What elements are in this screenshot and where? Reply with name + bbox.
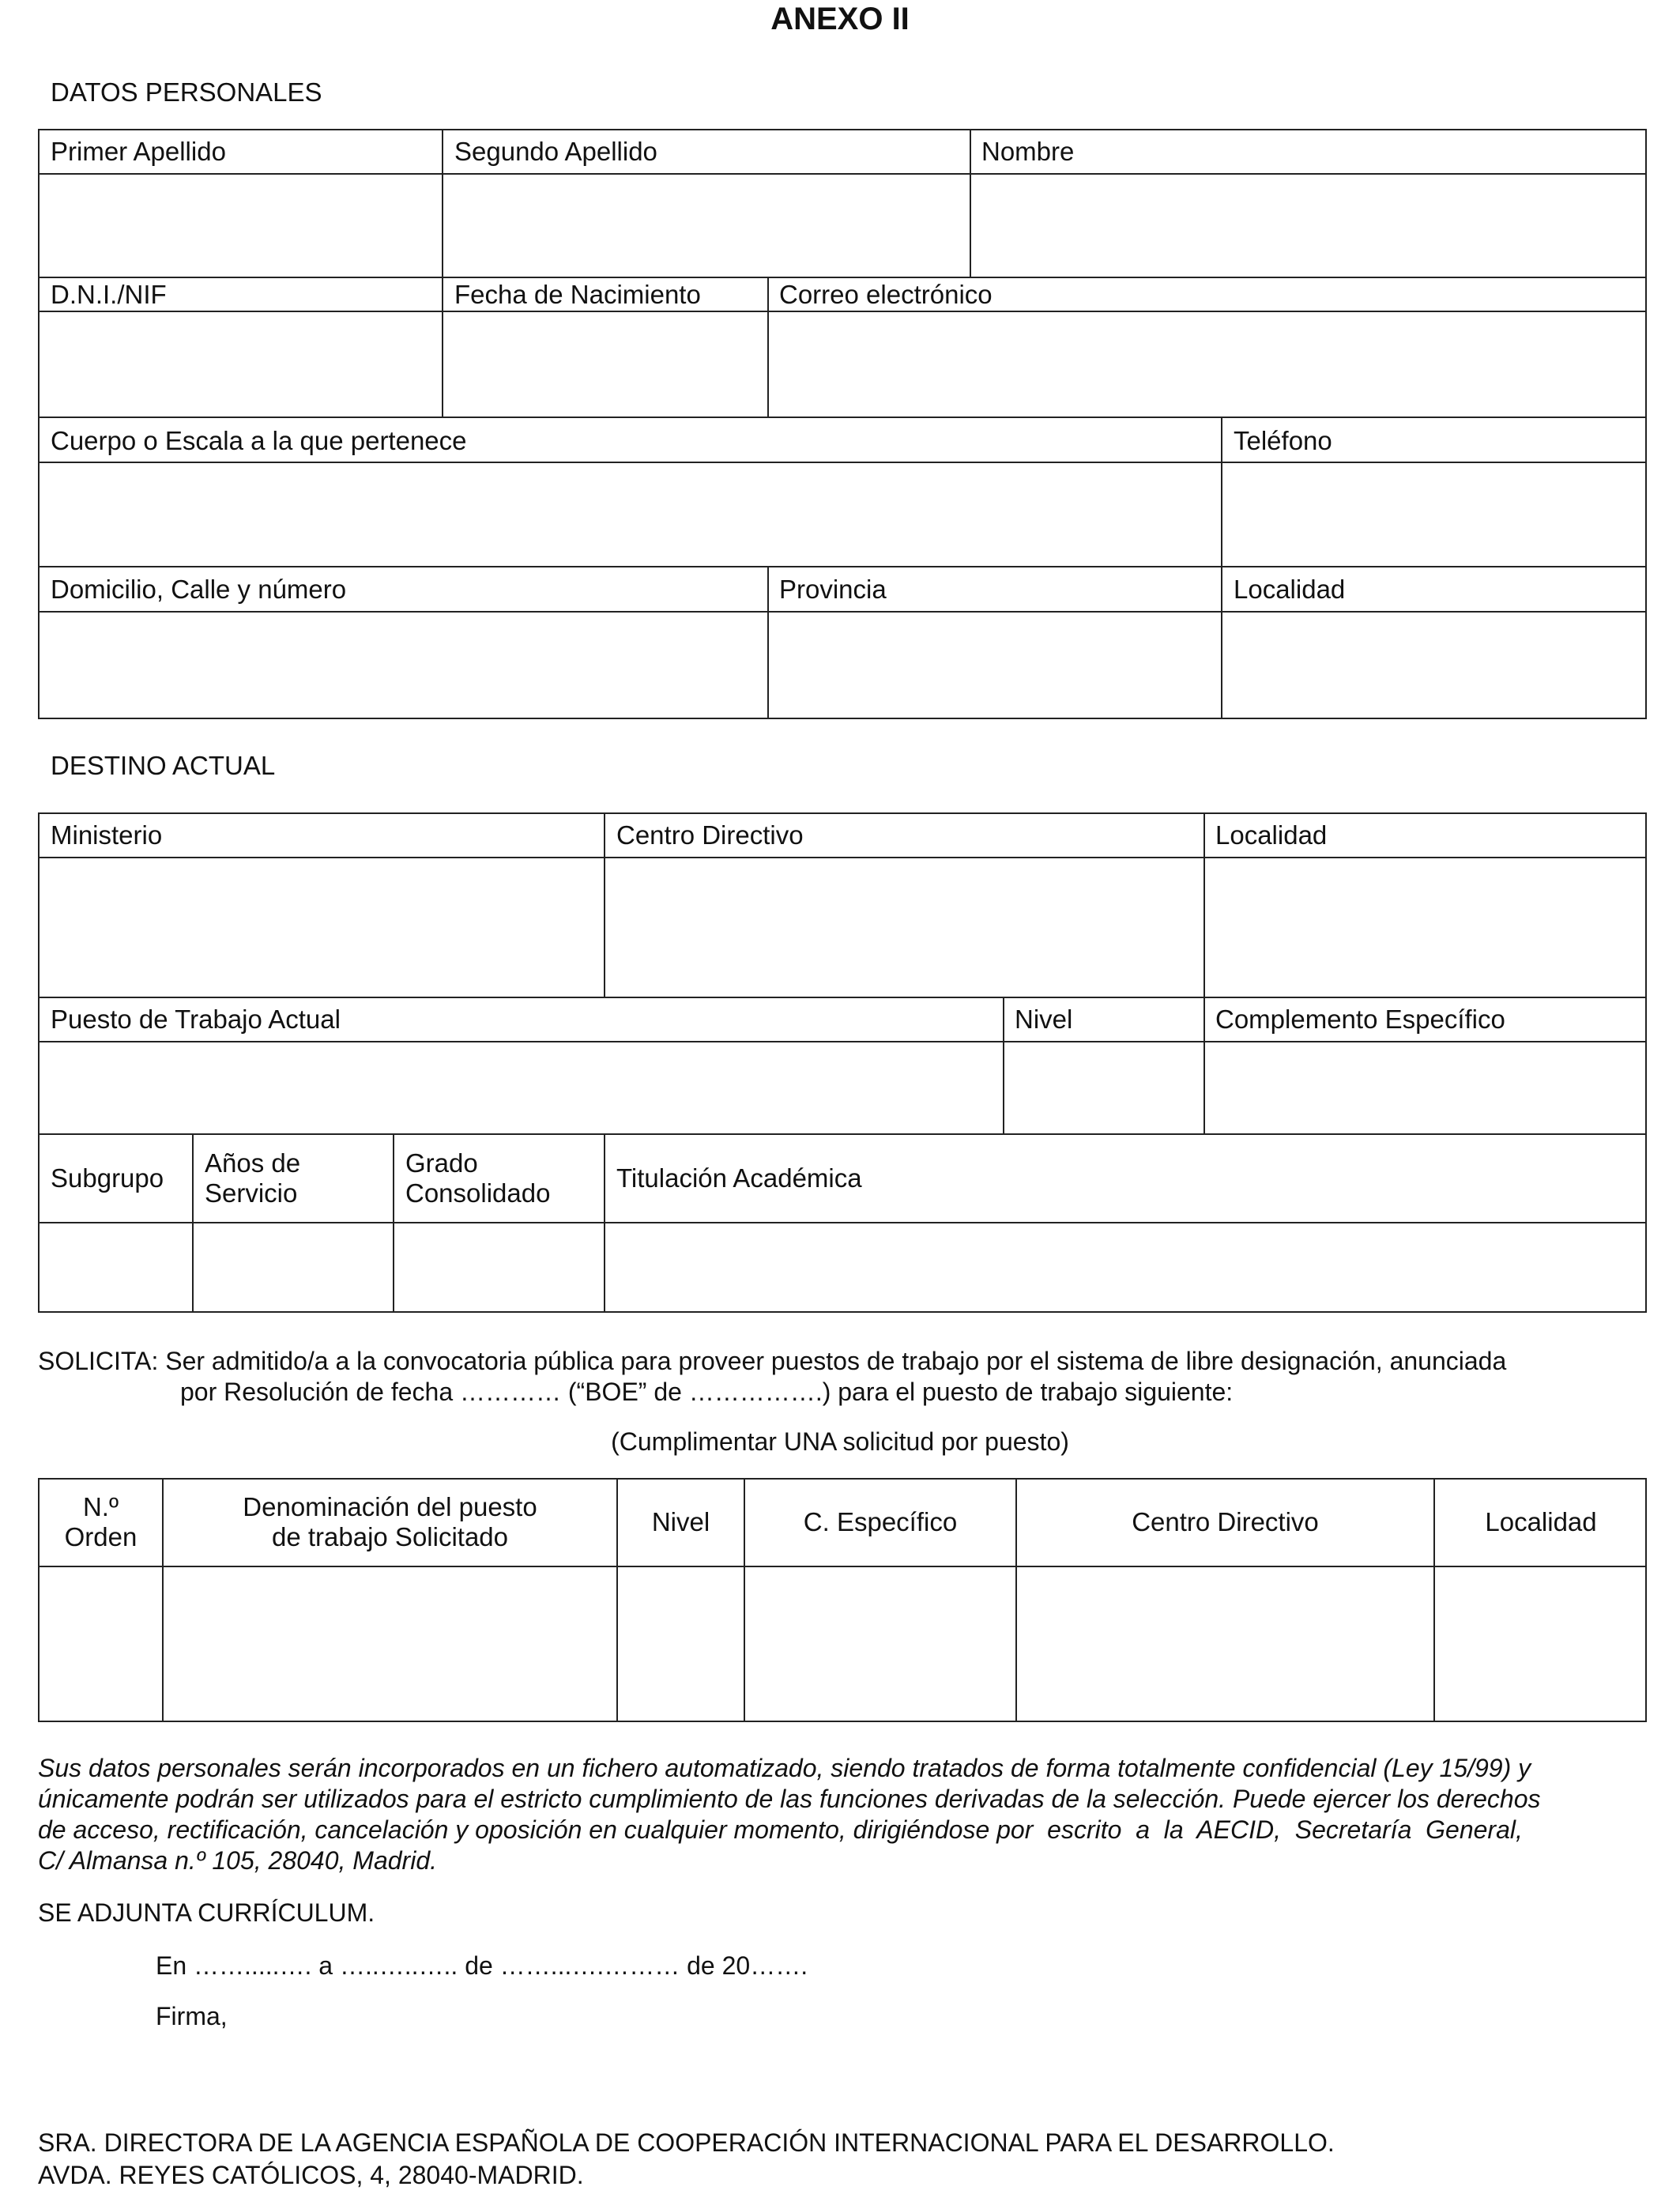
c-especifico-header: C. Específico [803, 1507, 958, 1536]
subgrupo-field[interactable] [40, 1223, 190, 1311]
solicita-text: SOLICITA: Ser admitido/a a la convocatoria pública para proveer puestos de trabajo por el sistema de libre designación, anunciada [38, 1347, 1507, 1375]
destino-actual-heading: DESTINO ACTUAL [51, 751, 276, 780]
segundo-apellido-label: Segundo Apellido [454, 137, 657, 166]
grado-consolidado-label: Grado Consolidado [405, 1148, 551, 1208]
localidad-label: Localidad [1234, 575, 1346, 604]
footer-line1: SRA. DIRECTORA DE LA AGENCIA ESPAÑOLA DE COOPERACIÓN INTERNACIONAL PARA EL DESARROLLO. [38, 2128, 1335, 2157]
nombre-field[interactable] [971, 175, 1645, 275]
destino-localidad-field[interactable] [1205, 858, 1645, 995]
adjunta-curriculum: SE ADJUNTA CURRÍCULUM. [38, 1898, 375, 1927]
dni-field[interactable] [40, 312, 440, 415]
ministerio-label: Ministerio [51, 820, 163, 850]
centro-directivo-label: Centro Directivo [616, 820, 804, 850]
dni-label: D.N.I./NIF [51, 280, 167, 309]
puesto-actual-label: Puesto de Trabajo Actual [51, 1005, 341, 1034]
correo-label: Correo electrónico [779, 280, 993, 309]
titulacion-label: Titulación Académica [616, 1163, 862, 1193]
datos-personales-heading: DATOS PERSONALES [51, 77, 322, 107]
primer-apellido-field[interactable] [40, 175, 440, 275]
ministerio-field[interactable] [40, 858, 602, 995]
grado-consolidado-field[interactable] [394, 1223, 602, 1311]
destino-localidad-label: Localidad [1215, 820, 1328, 850]
complemento-label: Complemento Específico [1215, 1005, 1505, 1034]
telefono-label: Teléfono [1234, 426, 1332, 455]
orden-field[interactable] [40, 1567, 160, 1721]
centro-directivo-header: Centro Directivo [1132, 1507, 1319, 1536]
segundo-apellido-field[interactable] [443, 175, 968, 275]
nivel-solicitado-field[interactable] [618, 1567, 742, 1721]
provincia-field[interactable] [769, 613, 1219, 718]
anos-servicio-field[interactable] [194, 1223, 391, 1311]
domicilio-field[interactable] [40, 613, 766, 718]
cuerpo-field[interactable] [40, 463, 1219, 564]
centro-directivo-solicitado-field[interactable] [1017, 1567, 1432, 1721]
anos-servicio-label: Años de Servicio [205, 1148, 301, 1208]
domicilio-label: Domicilio, Calle y número [51, 575, 347, 604]
provincia-label: Provincia [779, 575, 887, 604]
page-title: ANEXO II [770, 2, 910, 36]
firma-field[interactable] [237, 2000, 948, 2094]
localidad-field[interactable] [1222, 613, 1645, 718]
subgrupo-label: Subgrupo [51, 1163, 164, 1193]
puesto-actual-field[interactable] [40, 1042, 1001, 1132]
c-especifico-field[interactable] [745, 1567, 1014, 1721]
footer-line2: AVDA. REYES CATÓLICOS, 4, 28040-MADRID. [38, 2161, 584, 2189]
fecha-nacimiento-label: Fecha de Nacimiento [454, 280, 701, 309]
fecha-line: En …….....…. a …..…..….. de ……...….……… de 20……. [156, 1951, 808, 1980]
denominacion-field[interactable] [164, 1567, 615, 1721]
solicita-note: (Cumplimentar UNA solicitud por puesto) [611, 1427, 1069, 1456]
primer-apellido-label: Primer Apellido [51, 137, 226, 166]
telefono-field[interactable] [1222, 463, 1645, 564]
complemento-field[interactable] [1205, 1042, 1645, 1132]
cuerpo-label: Cuerpo o Escala a la que pertenece [51, 426, 467, 455]
nivel-label: Nivel [1015, 1005, 1073, 1034]
firma-label: Firma, [156, 2002, 228, 2030]
nombre-label: Nombre [981, 137, 1075, 166]
correo-field[interactable] [769, 312, 1645, 415]
localidad-header: Localidad [1485, 1507, 1597, 1536]
titulacion-field[interactable] [605, 1223, 1645, 1311]
nivel-field[interactable] [1004, 1042, 1202, 1132]
nivel-header: Nivel [651, 1507, 710, 1536]
centro-directivo-field[interactable] [605, 858, 1202, 995]
denominacion-header: Denominación del puesto de trabajo Solicitado [243, 1492, 537, 1551]
orden-header: N.º Orden [64, 1492, 137, 1551]
solicita-line2: por Resolución de fecha ………… (“BOE” de …………….) para el puesto de trabajo siguiente: [180, 1378, 1234, 1406]
fecha-nacimiento-field[interactable] [443, 312, 766, 415]
localidad-solicitada-field[interactable] [1435, 1567, 1645, 1721]
privacy-notice: Sus datos personales serán incorporados en un fichero automatizado, siendo tratados de forma totalmente confidencial (Ley 15/99) y únicamente podrán ser utilizados para el estricto cumplimiento de las funciones derivadas de la selección. Puede ejercer los derechos de acceso, rectificación, cancelación y oposición en cualquier momento, dirigiéndose por escrito a la AECID, Secretaría General, C/ Almansa n.º 105, 28040, Madrid. [38, 1754, 1541, 1875]
solicita-label: SOLICITA: [38, 1347, 159, 1375]
